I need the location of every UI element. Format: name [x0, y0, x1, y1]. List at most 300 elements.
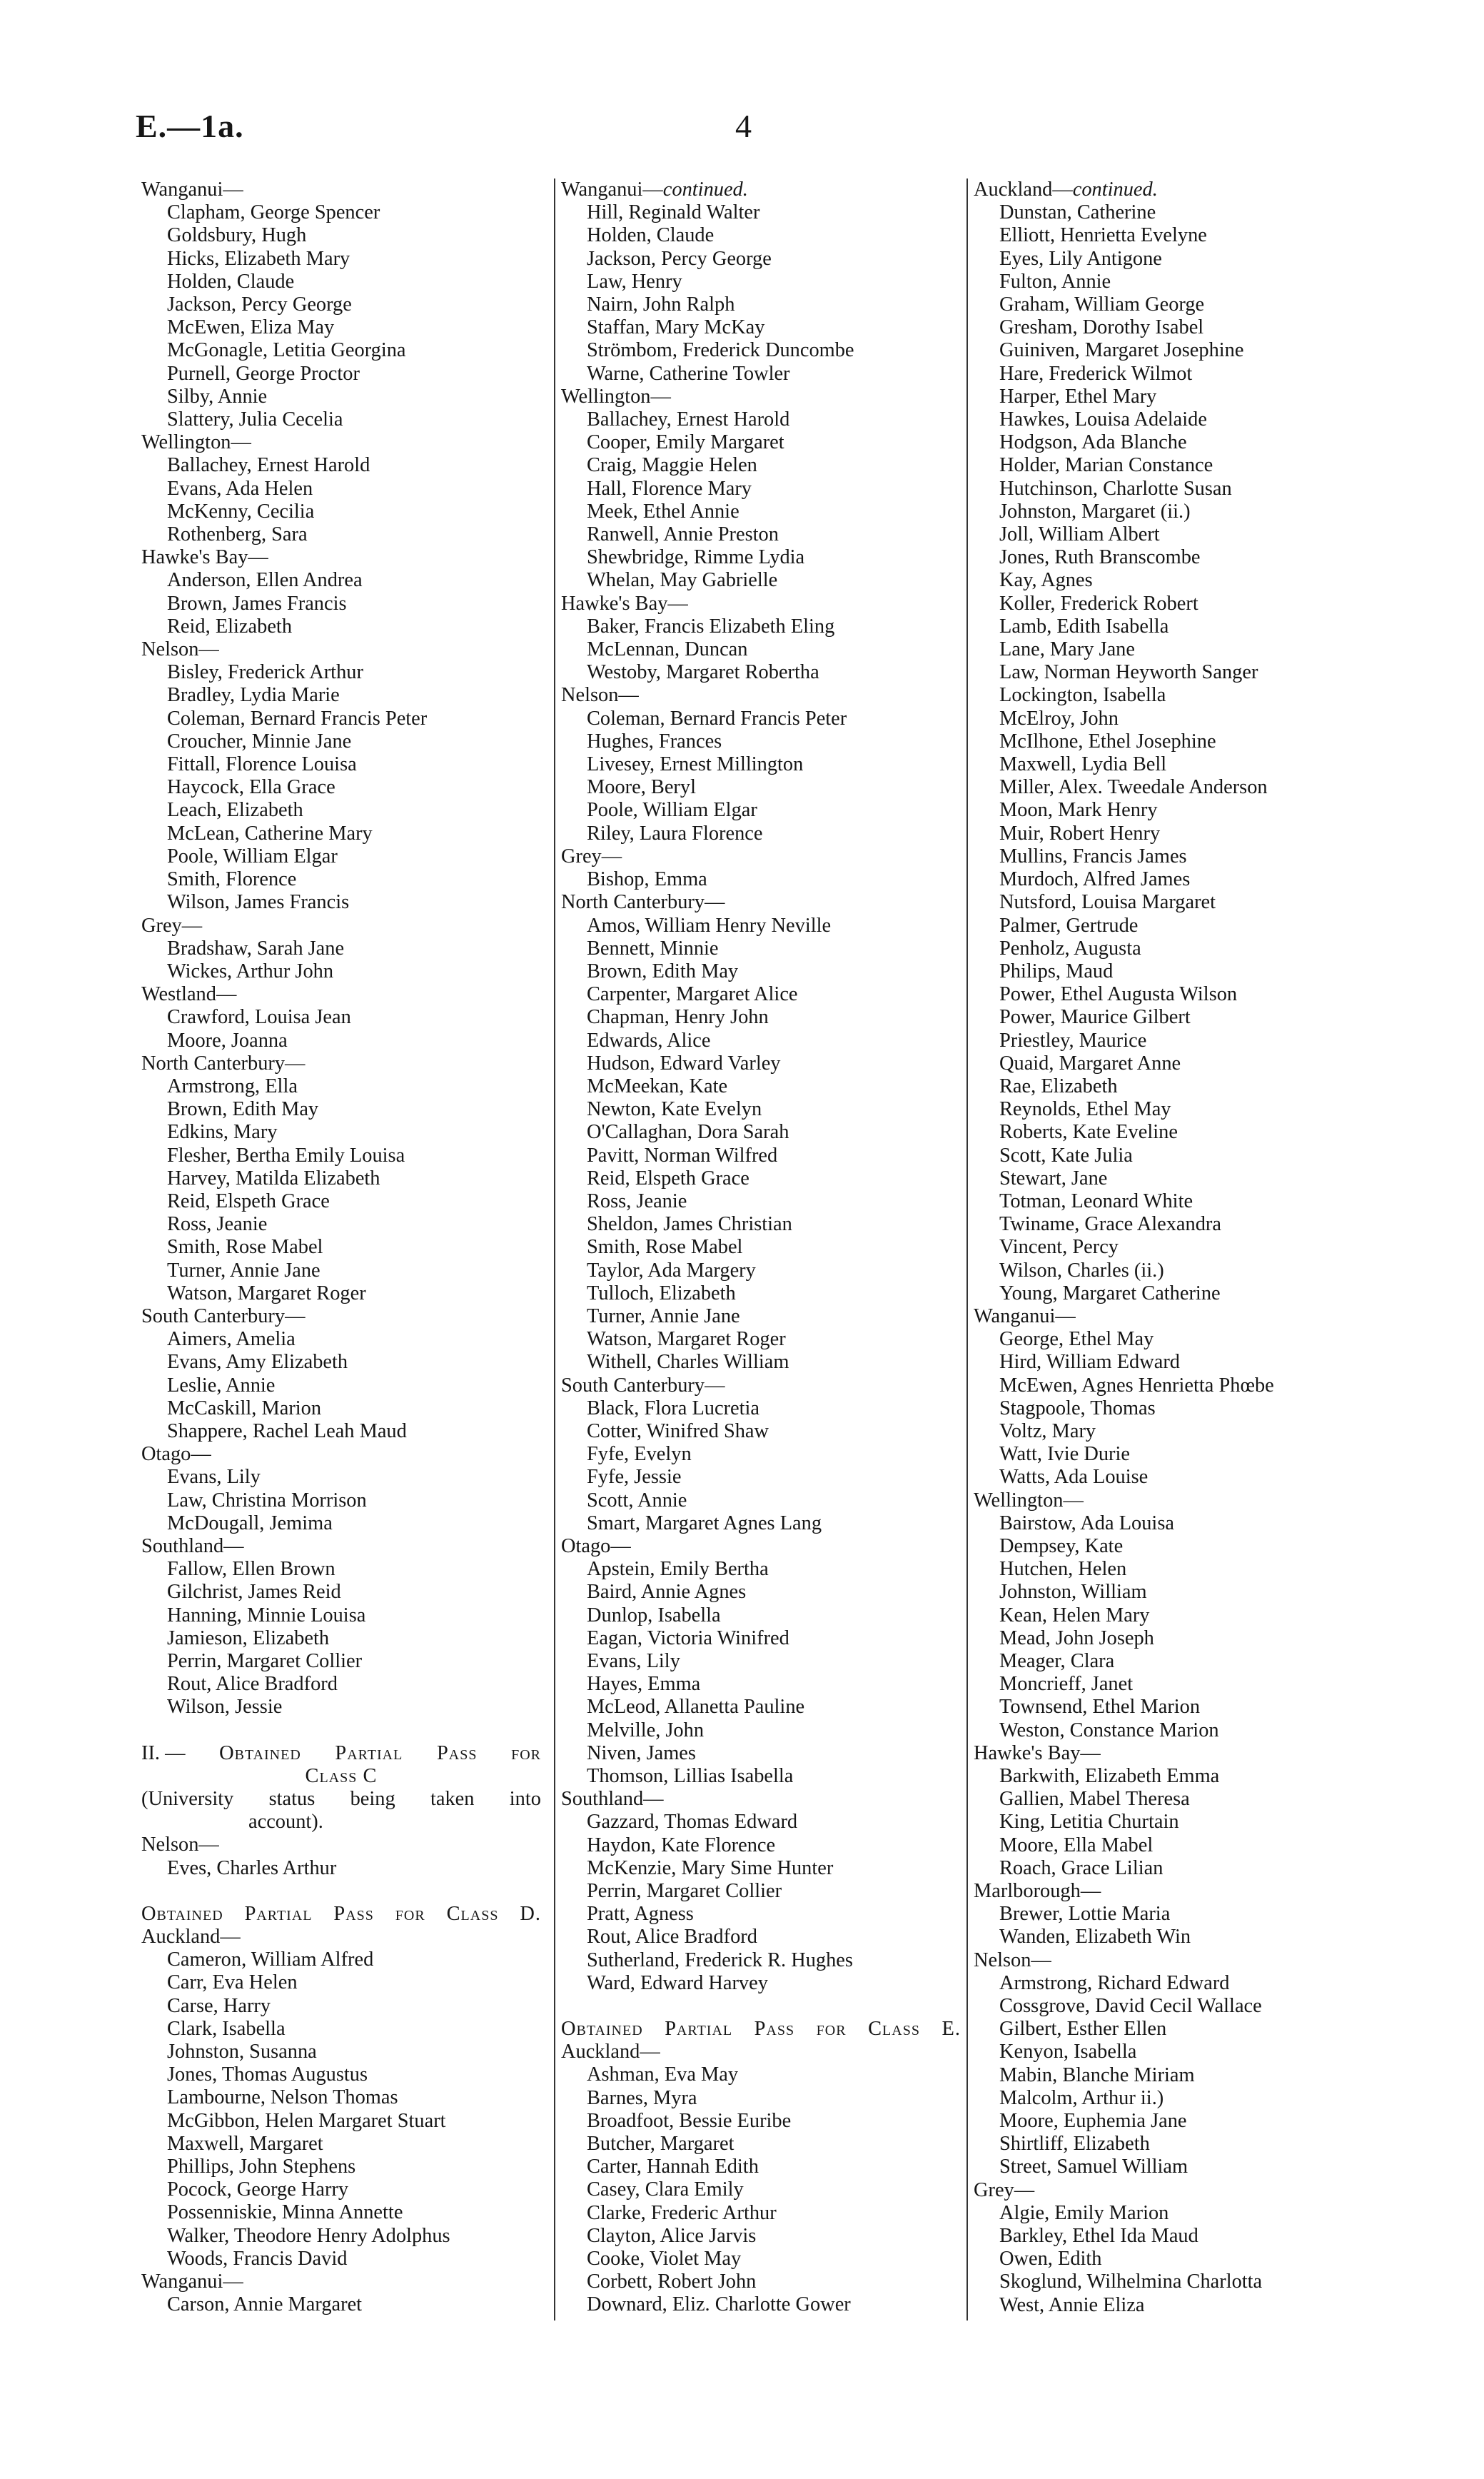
list-item: Meek, Ethel Annie	[587, 500, 740, 523]
list-item: Barkley, Ethel Ida Maud	[999, 2225, 1198, 2248]
list-item: Amos, William Henry Neville	[587, 914, 832, 937]
spacer	[141, 1719, 541, 1742]
list-item: Bishop, Emma	[587, 868, 707, 891]
list-item: Pocock, George Harry	[167, 2178, 349, 2201]
list-item: Totman, Leonard White	[999, 1190, 1193, 1212]
list-item: Fyfe, Jessie	[587, 1466, 682, 1489]
region-heading	[974, 178, 1373, 201]
list-item: Mullins, Francis James	[999, 845, 1187, 868]
list-item: Walker, Theodore Henry Adolphus	[167, 2224, 450, 2247]
heading-word: for	[816, 2018, 847, 2041]
list-item: Hutchen, Helen	[999, 1558, 1127, 1581]
list-item: Reid, Elizabeth	[167, 615, 293, 638]
list-item: Eyes, Lily Antigone	[999, 247, 1162, 270]
region-name: Hawke's Bay—	[141, 546, 268, 569]
region-name: Wanganui—	[974, 1304, 1076, 1327]
list-item: Hughes, Frances	[587, 730, 722, 753]
list-item: Wickes, Arthur John	[167, 960, 334, 982]
region-heading	[974, 1880, 1373, 1903]
list-item: Moore, Ella Mabel	[999, 1834, 1154, 1856]
list-item: Scott, Annie	[587, 1489, 687, 1512]
region-name: South Canterbury—	[561, 1374, 725, 1397]
list-item: Fittall, Florence Louisa	[167, 753, 357, 776]
list-item: Twiname, Grace Alexandra	[999, 1213, 1221, 1236]
region-name: Auckland—	[141, 1926, 241, 1948]
list-item: Algie, Emily Marion	[999, 2201, 1169, 2224]
page-number: 4	[735, 108, 752, 144]
list-item: Coleman, Bernard Francis Peter	[167, 707, 428, 730]
list-item: Johnston, Susanna	[167, 2041, 317, 2063]
list-item: McIlhone, Ethel Josephine	[999, 730, 1216, 753]
list-item: Dunstan, Catherine	[999, 201, 1156, 224]
list-item: Moore, Beryl	[587, 776, 696, 799]
list-item: Taylor, Ada Margery	[587, 1259, 756, 1282]
region-continued: continued.	[1072, 178, 1158, 201]
list-item: Riley, Laura Florence	[587, 822, 763, 845]
region-name: Southland—	[561, 1788, 664, 1811]
heading-word: for	[511, 1741, 541, 1764]
list-item: Lamb, Edith Isabella	[999, 615, 1169, 638]
list-item: Possenniskie, Minna Annette	[167, 2201, 403, 2224]
list-item: Priestley, Maurice	[999, 1029, 1147, 1052]
list-item: Law, Christina Morrison	[167, 1489, 367, 1512]
heading-word: Obtained	[219, 1741, 301, 1764]
list-item: Leslie, Annie	[167, 1374, 276, 1397]
list-item: Carr, Eva Helen	[167, 1971, 298, 1994]
list-item: Elliott, Henrietta Evelyne	[999, 224, 1207, 247]
heading-word: taken	[430, 1788, 475, 1811]
spacer	[141, 1880, 541, 1903]
list-item: Muir, Robert Henry	[999, 822, 1161, 845]
list-item: Bradshaw, Sarah Jane	[167, 937, 345, 960]
region-heading	[974, 1949, 1373, 1972]
list-item: Hicks, Elizabeth Mary	[167, 247, 350, 270]
list-item: Bennett, Minnie	[587, 937, 719, 960]
list-item: O'Callaghan, Dora Sarah	[587, 1121, 789, 1144]
list-item: Moore, Euphemia Jane	[999, 2110, 1187, 2133]
list-item: Wilson, James Francis	[167, 891, 350, 914]
list-item: Voltz, Mary	[999, 1419, 1096, 1442]
list-item: Skoglund, Wilhelmina Charlotta	[999, 2271, 1263, 2293]
list-item: Fallow, Ellen Brown	[167, 1558, 335, 1581]
list-item: McElroy, John	[999, 707, 1119, 730]
region-name: Grey—	[974, 2178, 1035, 2201]
list-item: Edkins, Mary	[167, 1121, 278, 1144]
region-name: Otago—	[561, 1534, 631, 1557]
page-header	[0, 107, 1484, 150]
list-item: Roberts, Kate Eveline	[999, 1121, 1178, 1144]
region-heading	[974, 1489, 1373, 1512]
list-item: Armstrong, Richard Edward	[999, 1971, 1230, 1994]
list-item: McMeekan, Kate	[587, 1075, 728, 1097]
list-item: Maxwell, Margaret	[167, 2132, 323, 2155]
list-item: Hall, Florence Mary	[587, 477, 752, 500]
list-item: Jones, Ruth Branscombe	[999, 546, 1201, 569]
list-item: Hill, Reginald Walter	[587, 201, 760, 224]
list-item: Casey, Clara Emily	[587, 2178, 744, 2201]
list-item: Moon, Mark Henry	[999, 799, 1158, 822]
list-item: Scott, Kate Julia	[999, 1144, 1133, 1167]
list-item: Smith, Florence	[167, 868, 297, 891]
list-item: Barnes, Myra	[587, 2086, 697, 2109]
list-item: Kenyon, Isabella	[999, 2041, 1137, 2063]
list-item: Poole, William Elgar	[587, 799, 757, 822]
list-item: Apstein, Emily Bertha	[587, 1558, 769, 1581]
list-item: Staffan, Mary McKay	[587, 316, 765, 339]
list-item: Niven, James	[587, 1741, 696, 1764]
region-heading	[561, 1788, 961, 1811]
list-item: Holder, Marian Constance	[999, 454, 1213, 477]
list-item: Rout, Alice Bradford	[587, 1926, 757, 1948]
list-item: Broadfoot, Bessie Euribe	[587, 2109, 792, 2132]
list-item: McLeod, Allanetta Pauline	[587, 1696, 805, 1719]
heading-word: into	[509, 1788, 541, 1811]
region-name: Otago—	[141, 1443, 211, 1466]
list-item: Baker, Francis Elizabeth Eling	[587, 615, 835, 638]
list-item: Palmer, Gertrude	[999, 914, 1139, 937]
list-item: Sheldon, James Christian	[587, 1213, 792, 1236]
heading-word: Partial	[665, 2018, 733, 2041]
list-item: Harvey, Matilda Elizabeth	[167, 1167, 380, 1190]
page-reference: E.—1a.	[136, 108, 244, 144]
list-item: Law, Norman Heyworth Sanger	[999, 661, 1258, 684]
list-item: Evans, Ada Helen	[167, 477, 313, 500]
list-item: Ashman, Eva May	[587, 2063, 739, 2086]
list-item: Moncrieff, Janet	[999, 1673, 1134, 1696]
heading-word: Class	[446, 1902, 499, 1925]
region-name: Wellington—	[974, 1489, 1084, 1512]
list-item: Aimers, Amelia	[167, 1328, 296, 1351]
list-item: Strömbom, Frederick Duncombe	[587, 339, 854, 362]
list-item: Hanning, Minnie Louisa	[167, 1604, 366, 1626]
list-item: Evans, Lily	[167, 1466, 261, 1489]
list-item: Dunlop, Isabella	[587, 1604, 721, 1626]
list-item: Jackson, Percy George	[167, 293, 352, 316]
list-item: Mabin, Blanche Miriam	[999, 2063, 1195, 2086]
list-item: Cooper, Emily Margaret	[587, 431, 784, 454]
list-item: Black, Flora Lucretia	[587, 1397, 760, 1419]
list-item: Haydon, Kate Florence	[587, 1834, 776, 1856]
list-item: Leach, Elizabeth	[167, 799, 303, 822]
list-item: McKenny, Cecilia	[167, 500, 315, 523]
list-item: Anderson, Ellen Andrea	[167, 569, 363, 592]
list-item: Withell, Charles William	[587, 1351, 789, 1374]
list-item: Weston, Constance Marion	[999, 1719, 1219, 1741]
region-heading	[561, 2041, 961, 2063]
list-item: Cotter, Winifred Shaw	[587, 1419, 769, 1442]
list-item: Rout, Alice Bradford	[167, 1673, 338, 1696]
region-heading	[561, 891, 961, 914]
list-item: Carse, Harry	[167, 1994, 271, 2017]
list-item: Baird, Annie Agnes	[587, 1581, 747, 1604]
list-item: McEwen, Agnes Henrietta Phœbe	[999, 1374, 1274, 1397]
region-heading	[141, 431, 541, 454]
list-item: Rae, Elizabeth	[999, 1075, 1118, 1097]
list-item: Hayes, Emma	[587, 1673, 701, 1696]
list-item: Flesher, Bertha Emily Louisa	[167, 1144, 405, 1167]
region-heading	[141, 915, 541, 937]
list-item: Brewer, Lottie Maria	[999, 1903, 1171, 1926]
region-heading	[141, 178, 541, 201]
region-heading	[974, 1742, 1373, 1765]
list-item: Craig, Maggie Helen	[587, 454, 757, 477]
region-name: Nelson—	[141, 1834, 219, 1856]
section-d-heading	[141, 1903, 541, 1926]
list-item: McGonagle, Letitia Georgina	[167, 339, 406, 362]
list-item: Armstrong, Ella	[167, 1075, 298, 1097]
list-item: McKenzie, Mary Sime Hunter	[587, 1856, 834, 1879]
heading-word: Partial	[335, 1741, 403, 1764]
region-heading	[561, 386, 961, 408]
list-item: Melville, John	[587, 1719, 705, 1741]
region-name: Marlborough—	[974, 1880, 1101, 1903]
region-name: Auckland—	[561, 2041, 660, 2063]
list-item: McDougall, Jemima	[167, 1512, 333, 1534]
list-item: Koller, Frederick Robert	[999, 592, 1198, 615]
region-heading	[561, 178, 961, 201]
list-item: Tulloch, Elizabeth	[587, 1282, 736, 1304]
region-name: Nelson—	[974, 1948, 1051, 1971]
list-item: Watson, Margaret Roger	[587, 1328, 786, 1351]
list-item: Carson, Annie Margaret	[167, 2293, 363, 2316]
list-item: Moore, Joanna	[167, 1029, 288, 1052]
section-number: II. —	[141, 1741, 186, 1764]
list-item: Goldsbury, Hugh	[167, 224, 307, 247]
list-item: Mead, John Joseph	[999, 1626, 1154, 1649]
list-item: Shirtliff, Elizabeth	[999, 2133, 1150, 2156]
list-item: Turner, Annie Jane	[587, 1304, 740, 1327]
list-item: Owen, Edith	[999, 2248, 1102, 2271]
column-left	[141, 178, 541, 2316]
list-item: Joll, William Albert	[999, 523, 1160, 546]
list-item: Perrin, Margaret Collier	[167, 1650, 363, 1672]
heading-word: (University	[141, 1788, 234, 1811]
list-item: Reid, Elspeth Grace	[167, 1190, 330, 1212]
list-item: Ballachey, Ernest Harold	[167, 454, 370, 477]
list-item: Clark, Isabella	[167, 2017, 286, 2040]
list-item: Ward, Edward Harvey	[587, 1971, 768, 1994]
list-item: Hutchinson, Charlotte Susan	[999, 477, 1232, 500]
list-item: Watts, Ada Louise	[999, 1466, 1149, 1489]
list-item: Maxwell, Lydia Bell	[999, 753, 1167, 776]
list-item: Eagan, Victoria Winifred	[587, 1626, 789, 1649]
region-name: Hawke's Bay—	[974, 1741, 1101, 1764]
list-item: Carpenter, Margaret Alice	[587, 983, 798, 1006]
list-item: Slattery, Julia Cecelia	[167, 408, 343, 431]
region-name: Auckland—	[974, 178, 1073, 201]
list-item: Hodgson, Ada Blanche	[999, 431, 1187, 454]
list-item: Philips, Maud	[999, 960, 1114, 982]
list-item: Shewbridge, Rimme Lydia	[587, 546, 805, 569]
list-item: Lockington, Isabella	[999, 684, 1166, 707]
list-item: Fyfe, Evelyn	[587, 1443, 692, 1466]
list-item: Kean, Helen Mary	[999, 1604, 1150, 1626]
region-heading	[974, 2179, 1373, 2202]
list-item: Johnston, Margaret (ii.)	[999, 500, 1191, 523]
list-item: Ballachey, Ernest Harold	[587, 408, 790, 431]
list-item: Brown, Edith May	[587, 960, 739, 982]
list-item: George, Ethel May	[999, 1328, 1154, 1351]
region-heading	[974, 1305, 1373, 1328]
list-item: McLean, Catherine Mary	[167, 822, 373, 845]
region-name: Southland—	[141, 1534, 244, 1557]
list-item: Roach, Grace Lilian	[999, 1856, 1164, 1879]
region-name: Grey—	[561, 845, 622, 868]
region-name: Grey—	[141, 914, 203, 937]
list-item: Bairstow, Ada Louisa	[999, 1512, 1174, 1534]
column-divider-left	[554, 178, 555, 2320]
list-item: Smith, Rose Mabel	[587, 1236, 743, 1259]
heading-word: E.	[942, 2018, 961, 2041]
heading-word: Pass	[333, 1902, 374, 1925]
list-item: Gallien, Mabel Theresa	[999, 1788, 1190, 1811]
region-name: South Canterbury—	[141, 1304, 306, 1327]
list-item: Clapham, George Spencer	[167, 201, 380, 224]
list-item: Silby, Annie	[167, 385, 268, 408]
list-item: Smith, Rose Mabel	[167, 1236, 323, 1259]
list-item: Watson, Margaret Roger	[167, 1282, 366, 1304]
region-heading	[141, 1443, 541, 1466]
region-name: Nelson—	[141, 638, 219, 661]
list-item: Malcolm, Arthur ii.)	[999, 2086, 1164, 2109]
region-heading	[561, 684, 961, 707]
section-ii-note	[141, 1788, 541, 1811]
list-item: Hawkes, Louisa Adelaide	[999, 408, 1207, 431]
column-right	[974, 178, 1373, 2317]
region-heading	[141, 1926, 541, 1948]
list-item: Vincent, Percy	[999, 1236, 1119, 1259]
region-name: Wellington—	[561, 385, 671, 408]
list-item: Street, Samuel William	[999, 2156, 1188, 2178]
list-item: Johnston, William	[999, 1581, 1147, 1604]
column-divider-right	[966, 178, 968, 2320]
list-item: Westoby, Margaret Robertha	[587, 661, 819, 684]
region-heading	[561, 1374, 961, 1397]
list-item: Young, Margaret Catherine	[999, 1282, 1221, 1304]
list-item: Crawford, Louisa Jean	[167, 1006, 351, 1029]
list-item: Sutherland, Frederick R. Hughes	[587, 1948, 853, 1971]
section-ii-class: Class C	[305, 1764, 378, 1787]
section-ii-note-end: account).	[248, 1811, 323, 1834]
list-item: Coleman, Bernard Francis Peter	[587, 707, 847, 730]
region-name: Wellington—	[141, 431, 251, 454]
list-item: Guiniven, Margaret Josephine	[999, 339, 1244, 362]
region-name: North Canterbury—	[561, 891, 725, 914]
list-item: Stagpoole, Thomas	[999, 1397, 1156, 1419]
list-item: Cooke, Violet May	[587, 2248, 742, 2271]
list-item: Murdoch, Alfred James	[999, 868, 1191, 891]
list-item: Bisley, Frederick Arthur	[167, 661, 363, 684]
list-item: Law, Henry	[587, 270, 682, 293]
list-item: Woods, Francis David	[167, 2247, 348, 2270]
list-item: Meager, Clara	[999, 1650, 1115, 1672]
list-item: Wilson, Jessie	[167, 1696, 283, 1719]
region-heading	[141, 1052, 541, 1075]
heading-word: Class	[868, 2018, 920, 2041]
list-item: Lane, Mary Jane	[999, 638, 1135, 661]
list-item: Evans, Amy Elizabeth	[167, 1351, 348, 1374]
list-item: Poole, William Elgar	[167, 845, 338, 868]
list-item: Perrin, Margaret Collier	[587, 1880, 782, 1903]
list-item: Wilson, Charles (ii.)	[999, 1259, 1164, 1282]
list-item: Hird, William Edward	[999, 1351, 1181, 1374]
heading-word: Obtained	[561, 2018, 643, 2041]
region-continued: continued.	[662, 178, 748, 201]
region-heading	[141, 983, 541, 1006]
region-name: Nelson—	[561, 684, 639, 707]
region-name: Wanganui—	[141, 178, 243, 201]
list-item: Whelan, May Gabrielle	[587, 569, 778, 592]
list-item: Brown, Edith May	[167, 1098, 319, 1121]
list-item: Graham, William George	[999, 293, 1205, 316]
section-ii-heading	[141, 1742, 541, 1765]
list-item: Croucher, Minnie Jane	[167, 730, 352, 753]
list-item: Fulton, Annie	[999, 270, 1111, 293]
list-item: Nairn, John Ralph	[587, 293, 735, 316]
list-item: Power, Ethel Augusta Wilson	[999, 983, 1238, 1006]
region-heading	[561, 845, 961, 868]
list-item: Smart, Margaret Agnes Lang	[587, 1512, 822, 1534]
list-item: Barkwith, Elizabeth Emma	[999, 1765, 1220, 1788]
list-item: Corbett, Robert John	[587, 2271, 757, 2293]
column-middle	[561, 178, 961, 2317]
region-heading	[561, 1535, 961, 1558]
list-item: Warne, Catherine Towler	[587, 362, 790, 385]
list-item: Jackson, Percy George	[587, 247, 772, 270]
list-item: Cossgrove, David Cecil Wallace	[999, 1995, 1262, 2018]
region-heading	[141, 1535, 541, 1558]
heading-word: being	[350, 1788, 395, 1811]
list-item: Gilchrist, James Reid	[167, 1581, 341, 1604]
list-item: Gresham, Dorothy Isabel	[999, 316, 1204, 339]
list-item: Hare, Frederick Wilmot	[999, 362, 1193, 385]
list-item: Reynolds, Ethel May	[999, 1098, 1171, 1121]
heading-word: Obtained	[141, 1902, 223, 1925]
region-name: North Canterbury—	[141, 1052, 306, 1075]
list-item: Pratt, Agness	[587, 1903, 694, 1926]
list-item: Miller, Alex. Tweedale Anderson	[999, 776, 1268, 799]
list-item: Gilbert, Esther Ellen	[999, 2018, 1167, 2041]
section-e-heading	[561, 2018, 961, 2041]
list-item: Pavitt, Norman Wilfred	[587, 1144, 778, 1167]
list-item: Penholz, Augusta	[999, 937, 1141, 960]
region-name: Hawke's Bay—	[561, 592, 688, 615]
list-item: Clayton, Alice Jarvis	[587, 2224, 757, 2247]
list-item: Townsend, Ethel Marion	[999, 1696, 1201, 1719]
region-heading	[141, 1834, 541, 1856]
list-item: Kay, Agnes	[999, 569, 1093, 592]
list-item: Livesey, Ernest Millington	[587, 753, 804, 776]
list-item: Newton, Kate Evelyn	[587, 1098, 762, 1121]
region-heading	[141, 638, 541, 661]
heading-word: for	[395, 1902, 425, 1925]
heading-word: Partial	[244, 1902, 313, 1925]
heading-word: status	[268, 1788, 316, 1811]
list-item: Hudson, Edward Varley	[587, 1052, 781, 1075]
list-item: Clarke, Frederic Arthur	[587, 2201, 777, 2224]
region-name: Wanganui—	[141, 2271, 243, 2293]
list-item: Holden, Claude	[587, 224, 715, 247]
heading-word: D.	[520, 1902, 541, 1925]
list-item: West, Annie Eliza	[999, 2293, 1145, 2316]
list-item: Nutsford, Louisa Margaret	[999, 891, 1216, 914]
region-heading	[141, 546, 541, 569]
list-item: Carter, Hannah Edith	[587, 2156, 759, 2178]
heading-word: Pass	[754, 2018, 795, 2041]
list-item: McEwen, Eliza May	[167, 316, 335, 339]
list-item: Thomson, Lillias Isabella	[587, 1765, 794, 1788]
list-item: McGibbon, Helen Margaret Stuart	[167, 2109, 446, 2132]
